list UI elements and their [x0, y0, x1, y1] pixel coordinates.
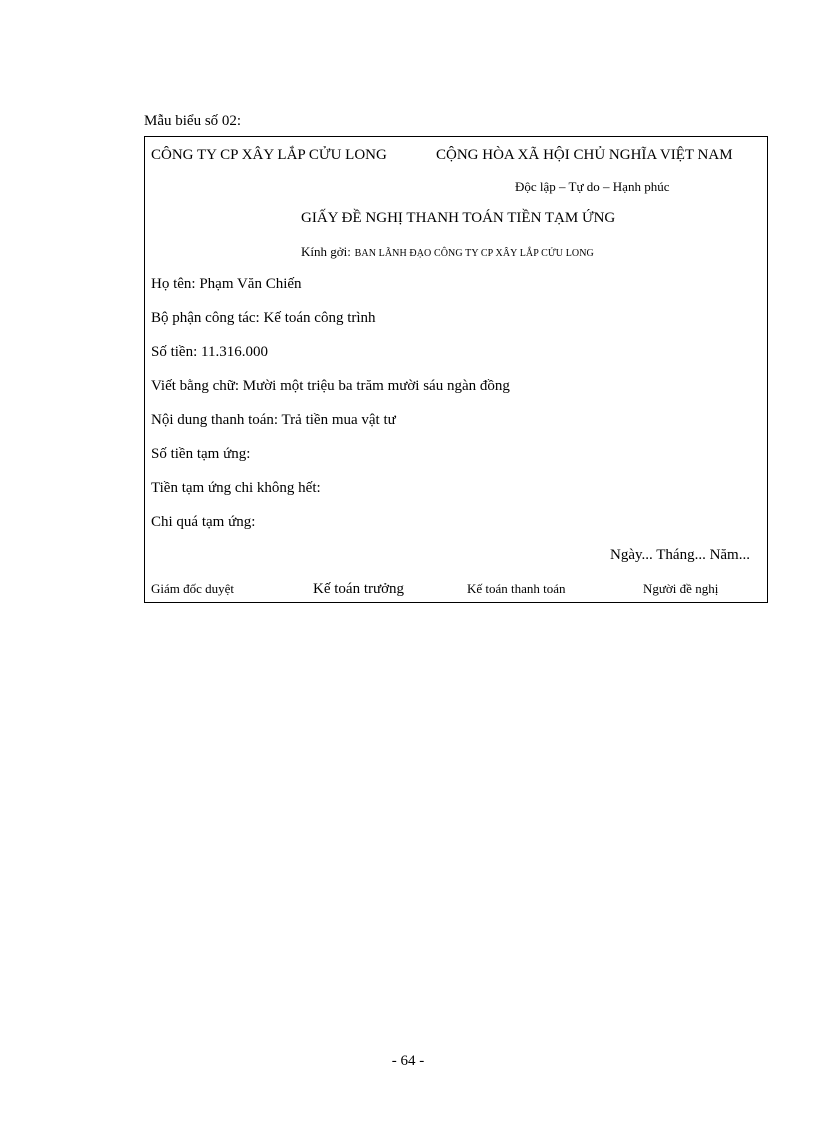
motto: Độc lập – Tự do – Hạnh phúc — [515, 179, 670, 194]
field-amount: Số tiền: 11.316.000 — [151, 344, 268, 360]
page-number: - 64 - — [391, 1053, 425, 1069]
field-amount-in-words: Viết bằng chữ: Mười một triệu ba trăm mười sáu ngàn đồng — [151, 378, 510, 394]
company-name: CÔNG TY CP XÂY LẮP CỬU LONG — [151, 147, 387, 163]
field-over-advance: Chi quá tạm ứng: — [151, 514, 256, 530]
field-advance-amount: Số tiền tạm ứng: — [151, 446, 251, 462]
field-payment-content: Nội dung thanh toán: Trả tiền mua vật tư — [151, 412, 396, 428]
recipient-line — [301, 243, 594, 263]
payment-request-form — [144, 136, 768, 603]
form-label: Mẫu biểu số 02: — [144, 113, 242, 129]
signature-chief-accountant: Kế toán trưởng — [313, 581, 405, 597]
date-line: Ngày... Tháng... Năm... — [610, 547, 750, 563]
field-department: Bộ phận công tác: Kế toán công trình — [151, 310, 376, 326]
recipient-name: BAN LÃNH ĐẠO CÔNG TY CP XÂY LẮP CỬU LONG — [354, 248, 594, 259]
form-title: GIẤY ĐỀ NGHỊ THANH TOÁN TIỀN TẠM ỨNG — [301, 210, 616, 226]
signature-payment-accountant: Kế toán thanh toán — [467, 581, 566, 596]
signature-requester: Người đề nghị — [643, 581, 719, 596]
signature-director: Giám đốc duyệt — [151, 581, 235, 596]
field-full-name: Họ tên: Phạm Văn Chiến — [151, 276, 302, 292]
field-unspent-advance: Tiền tạm ứng chi không hết: — [151, 480, 321, 496]
recipient-label: Kính gởi: — [301, 244, 351, 259]
nation-title: CỘNG HÒA XÃ HỘI CHỦ NGHĨA VIỆT NAM — [436, 147, 733, 163]
